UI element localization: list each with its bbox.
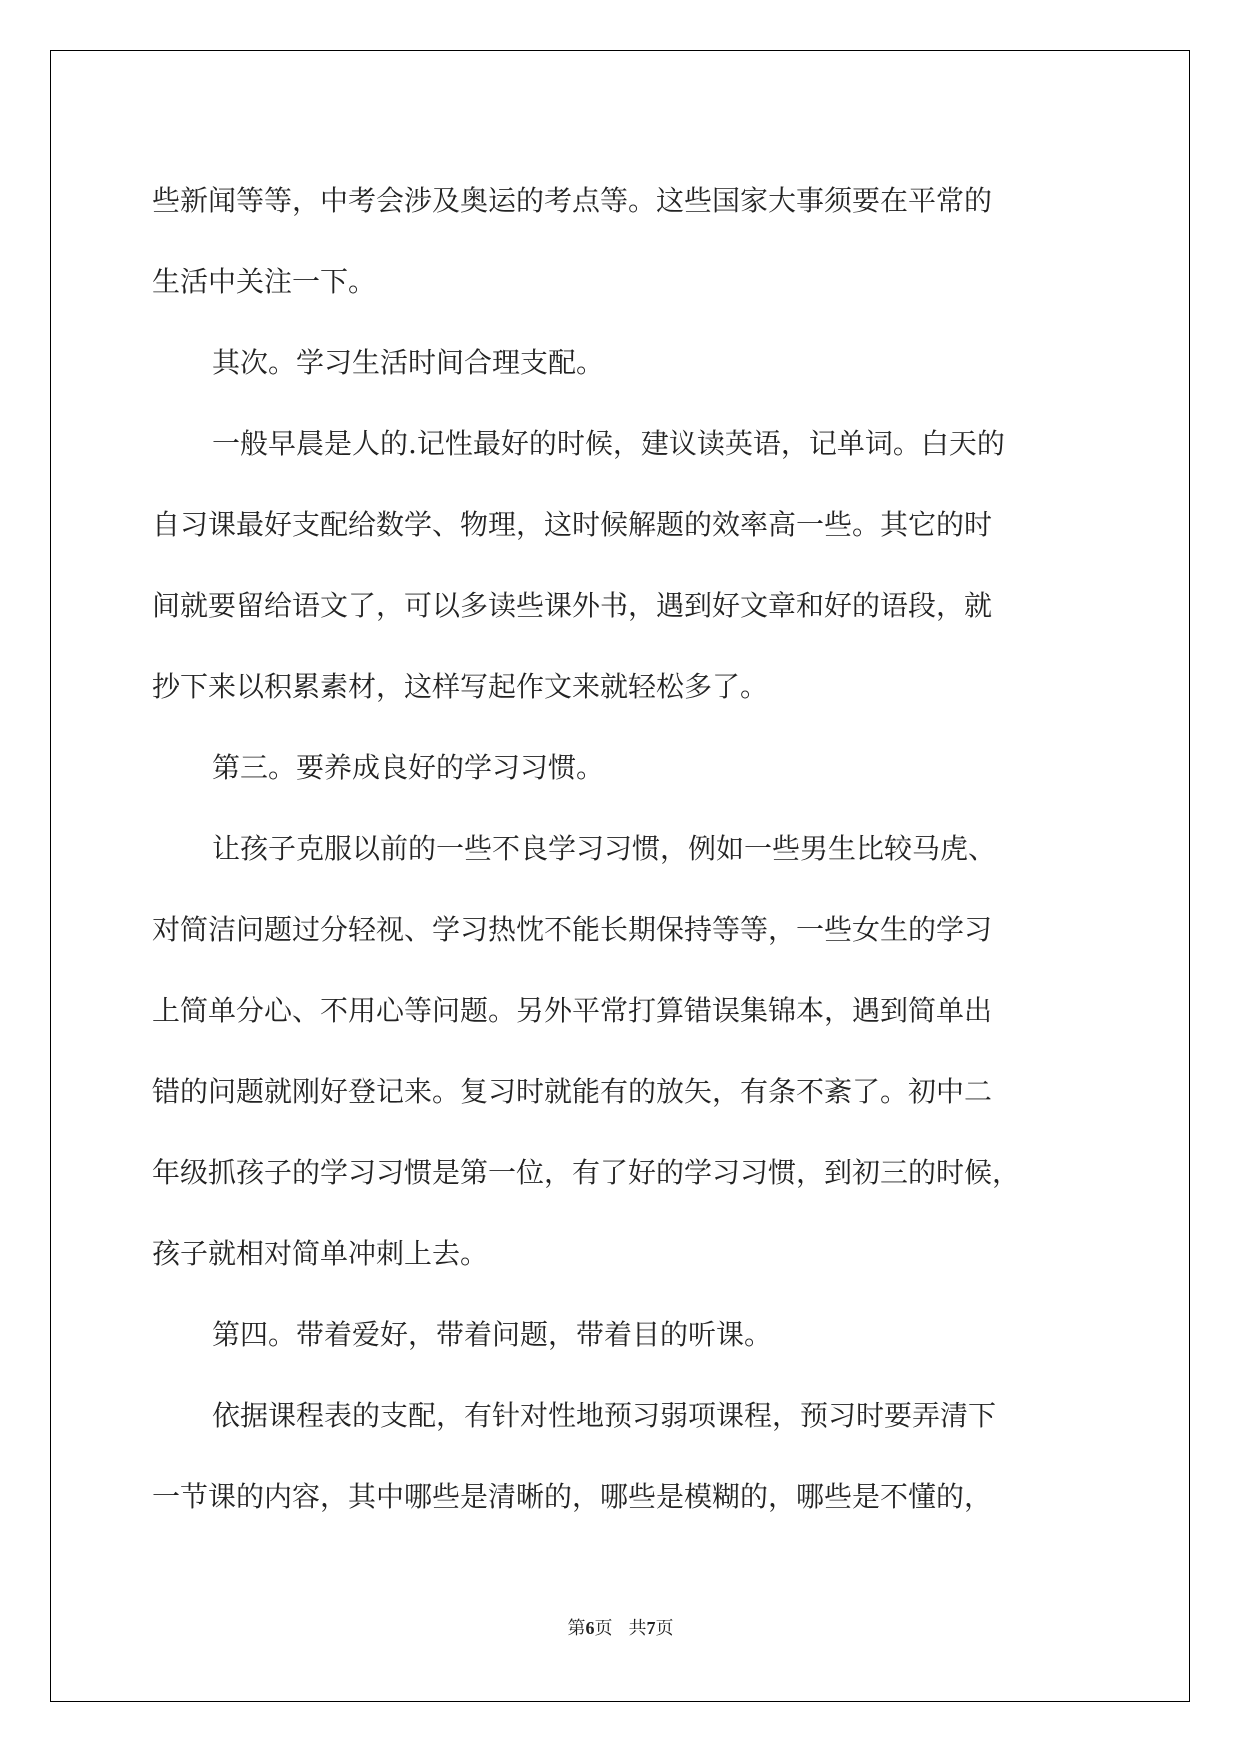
page-footer [0, 1614, 1241, 1640]
text-line: 些新闻等等，中考会涉及奥运的考点等。这些国家大事须要在平常的 [152, 184, 993, 217]
document-body [152, 160, 1112, 1537]
section-heading: 其次。学习生活时间合理支配。 [212, 346, 605, 379]
page-suffix: 页 [594, 1618, 613, 1638]
text-line: 孩子就相对简单冲刺上去。 [152, 1237, 489, 1270]
section-heading: 第四。带着爱好，带着问题，带着目的听课。 [212, 1318, 773, 1351]
text-line: 错的问题就刚好登记来。复习时就能有的放矢，有条不紊了。初中二 [152, 1075, 993, 1108]
text-line: 抄下来以积累素材，这样写起作文来就轻松多了。 [152, 670, 769, 703]
text-line: 上简单分心、不用心等问题。另外平常打算错误集锦本，遇到简单出 [152, 994, 993, 1027]
text-line: 一般早晨是人的.记性最好的时候，建议读英语，记单词。白天的 [212, 427, 1005, 460]
text-line: 一节课的内容，其中哪些是清晰的，哪些是模糊的，哪些是不懂的， [152, 1480, 993, 1513]
text-line: 自习课最好支配给数学、物理，这时候解题的效率高一些。其它的时 [152, 508, 993, 541]
total-prefix: 共 [628, 1618, 647, 1638]
total-pages: 7 [646, 1618, 656, 1638]
text-line: 年级抓孩子的学习习惯是第一位，有了好的学习习惯，到初三的时候， [152, 1156, 1021, 1189]
page-number: 6 [585, 1618, 595, 1638]
page-prefix: 第 [567, 1618, 586, 1638]
text-line: 生活中关注一下。 [152, 265, 377, 298]
section-heading: 第三。要养成良好的学习习惯。 [212, 751, 605, 784]
text-line: 对简洁问题过分轻视、学习热忱不能长期保持等等，一些女生的学习 [152, 913, 993, 946]
text-line: 让孩子克服以前的一些不良学习习惯，例如一些男生比较马虎、 [212, 832, 997, 865]
total-suffix: 页 [655, 1618, 674, 1638]
text-line: 依据课程表的支配，有针对性地预习弱项课程，预习时要弄清下 [212, 1399, 997, 1432]
text-line: 间就要留给语文了，可以多读些课外书，遇到好文章和好的语段，就 [152, 589, 993, 622]
